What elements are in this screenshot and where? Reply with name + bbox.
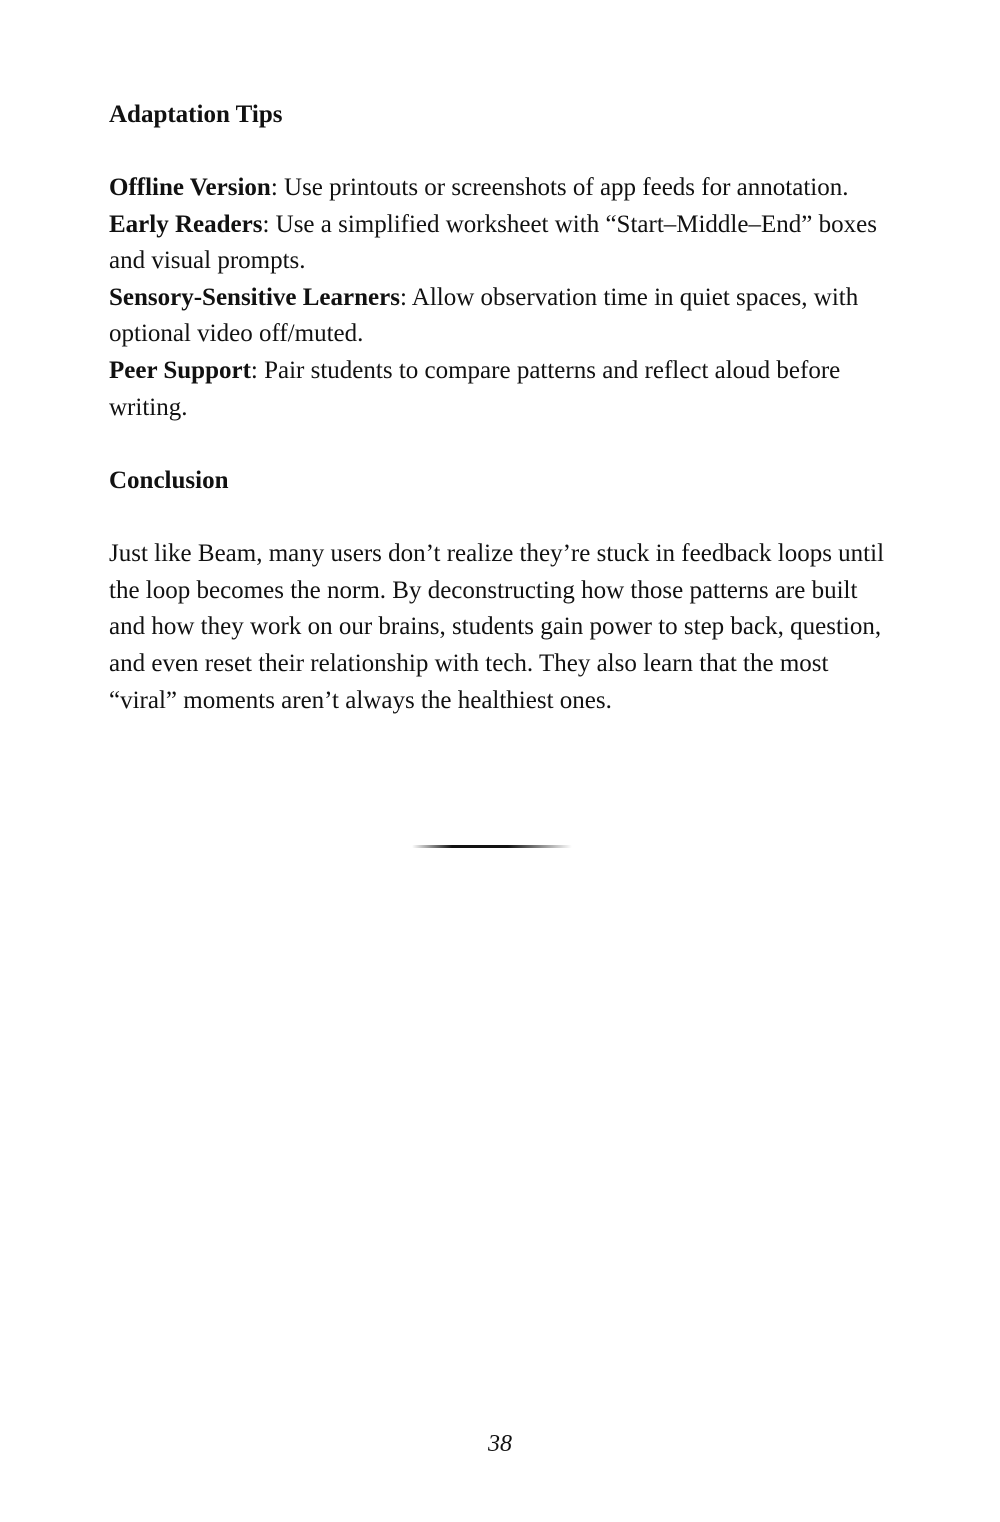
section-divider (412, 845, 572, 848)
tip-early-readers (109, 207, 889, 280)
tip-sensory-sensitive-learners (109, 280, 889, 353)
tip-term: Offline Version (109, 174, 271, 201)
tip-peer-support (109, 353, 889, 426)
page-number: 38 (488, 1431, 512, 1457)
tip-text: : Use a simplified worksheet with “Start–Middle–End” boxes and visual prompts. (109, 210, 877, 275)
tip-text: : Pair students to compare patterns and reflect aloud before writing. (109, 356, 841, 421)
tip-text: : Use printouts or screenshots of app feeds for annotation. (270, 174, 849, 201)
page-content (109, 97, 889, 744)
tip-term: Peer Support (109, 356, 251, 384)
tip-term: Early Readers (109, 210, 263, 238)
conclusion-paragraph: Just like Beam, many users don’t realize they’re stuck in feedback loops until the loop becomes the norm. By deconstructing how those patterns are built and how they work on our brains, students gain power to step back, question, and even reset their relationship with tech. They also learn that the most “viral” moments aren’t always the healthiest ones. (109, 540, 885, 714)
tip-term: Sensory-Sensitive Learners (109, 283, 400, 311)
adaptation-tips-list (109, 170, 889, 426)
tip-text: : Allow observation time in quiet spaces, with optional video off/muted. (109, 283, 859, 348)
adaptation-tips-heading: Adaptation Tips (109, 101, 283, 128)
tip-offline-version (109, 170, 889, 207)
conclusion-heading: Conclusion (109, 467, 229, 495)
